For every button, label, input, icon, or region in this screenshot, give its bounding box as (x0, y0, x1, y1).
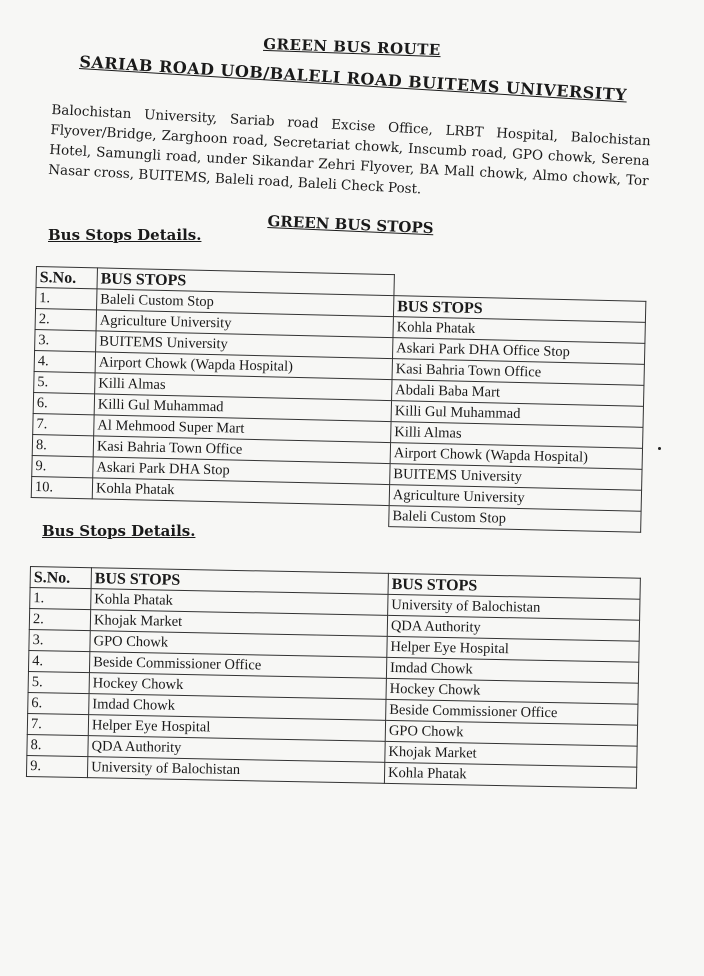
serial-number-cell: 3. (35, 329, 96, 351)
bus-stop-cell-right: Khojak Market (385, 741, 637, 767)
serial-number-cell: 9. (32, 455, 93, 477)
bus-stop-cell: Askari Park DHA Stop (93, 457, 390, 485)
bus-stop-cell: QDA Authority (88, 736, 385, 763)
serial-number-cell: 7. (27, 713, 88, 735)
serial-number-cell: 6. (33, 392, 94, 414)
bus-stop-cell: Killi Almas (95, 373, 392, 401)
bus-stop-cell: BUITEMS University (96, 331, 393, 359)
bus-stop-cell: Kohla Phatak (91, 589, 388, 616)
bus-stop-cell-right: Kohla Phatak (393, 317, 645, 344)
bus-stop-cell-right: Killi Almas (391, 422, 643, 449)
bus-stops-details-label-2: Bus Stops Details. (42, 522, 196, 540)
bus-stop-cell: Helper Eye Hospital (88, 715, 385, 742)
serial-number-cell: 2. (29, 609, 90, 631)
bus-stops-table-2 (26, 566, 641, 789)
bus-stop-cell: Agriculture University (96, 310, 393, 338)
bus-stop-cell: Kohla Phatak (92, 478, 389, 506)
serial-number-cell: 2. (35, 309, 96, 331)
bus-stop-cell-right: Beside Commissioner Office (386, 699, 638, 725)
route-description: Balochistan University, Sariab road Excise Office, LRBT Hospital, Balochistan Flyover/Bridge, Zarghoon road, Secretariat chowk, Inscumb road, GPO chowk, Serena Hotel, Samungli road, under Sikandar Zehri Flyover, BA Mall chowk, Almo chowk, Tor Nasar cross, BUITEMS, Baleli road, Baleli Check Post. (47, 101, 652, 198)
bus-stop-cell: Beside Commissioner Office (89, 652, 386, 679)
bus-stop-cell-right: Kohla Phatak (384, 762, 636, 788)
bus-stop-cell-right: Helper Eye Hospital (387, 636, 639, 662)
serial-number-cell: 3. (29, 629, 90, 651)
serial-number-cell: 5. (34, 371, 95, 393)
serial-number-cell: 5. (28, 671, 89, 693)
col-header-stops-right: BUS STOPS (393, 296, 645, 323)
bus-stop-cell-right: Abdali Baba Mart (392, 380, 644, 407)
bus-stop-cell-right: Agriculture University (389, 485, 641, 512)
ink-dot (658, 447, 661, 450)
serial-number-cell: 6. (28, 692, 89, 714)
bus-stop-cell: Airport Chowk (Wapda Hospital) (95, 352, 392, 380)
bus-stop-cell: University of Balochistan (87, 757, 384, 784)
serial-number-cell: 4. (34, 350, 95, 372)
bus-stop-cell-right: Hockey Chowk (386, 678, 638, 704)
col-header-sno: S.No. (30, 567, 91, 589)
col-header-stops: BUS STOPS (91, 568, 388, 595)
bus-stops-details-label-1: Bus Stops Details. (48, 226, 202, 244)
bus-stop-cell: Khojak Market (90, 610, 387, 637)
serial-number-cell: 1. (30, 588, 91, 610)
bus-stop-cell: Kasi Bahria Town Office (93, 436, 390, 464)
bus-stop-cell: Imdad Chowk (89, 694, 386, 721)
col-header-sno: S.No. (36, 267, 97, 289)
serial-number-cell: 8. (27, 734, 88, 756)
col-header-stops-right: BUS STOPS (388, 573, 640, 599)
green-bus-stops-heading: GREEN BUS STOPS (267, 212, 434, 238)
bus-stop-cell-right: Imdad Chowk (386, 657, 638, 683)
bus-stop-cell-right: Askari Park DHA Office Stop (392, 338, 644, 365)
bus-stop-cell-right: QDA Authority (387, 615, 639, 641)
bus-stop-cell: Baleli Custom Stop (97, 289, 394, 317)
serial-number-cell: 1. (36, 288, 97, 310)
serial-number-cell: 7. (33, 413, 94, 435)
col-header-stops: BUS STOPS (97, 268, 394, 296)
bus-stops-table-1 (30, 266, 647, 533)
bus-stop-cell-right: University of Balochistan (388, 594, 640, 620)
bus-stop-cell: Hockey Chowk (89, 673, 386, 700)
bus-stop-cell-right: Killi Gul Muhammad (391, 401, 643, 428)
serial-number-cell: 4. (28, 650, 89, 672)
bus-stop-cell: Killi Gul Muhammad (94, 394, 391, 422)
serial-number-cell: 10. (31, 476, 92, 498)
serial-number-cell: 8. (32, 434, 93, 456)
bus-stop-cell-right: Baleli Custom Stop (389, 506, 641, 533)
blank-cell (31, 497, 92, 519)
serial-number-cell: 9. (26, 755, 87, 777)
route-title: GREEN BUS ROUTE (262, 34, 442, 60)
bus-stop-cell-right: GPO Chowk (385, 720, 637, 746)
bus-stop-cell: GPO Chowk (90, 631, 387, 658)
bus-stop-cell-right: BUITEMS University (390, 464, 642, 491)
bus-stop-cell-right: Airport Chowk (Wapda Hospital) (390, 443, 642, 470)
bus-stop-cell: Al Mehmood Super Mart (94, 415, 391, 443)
bus-stop-cell-right: Kasi Bahria Town Office (392, 359, 644, 386)
route-subtitle: SARIAB ROAD UOB/BALELI ROAD BUITEMS UNIVERSITY (78, 52, 628, 105)
